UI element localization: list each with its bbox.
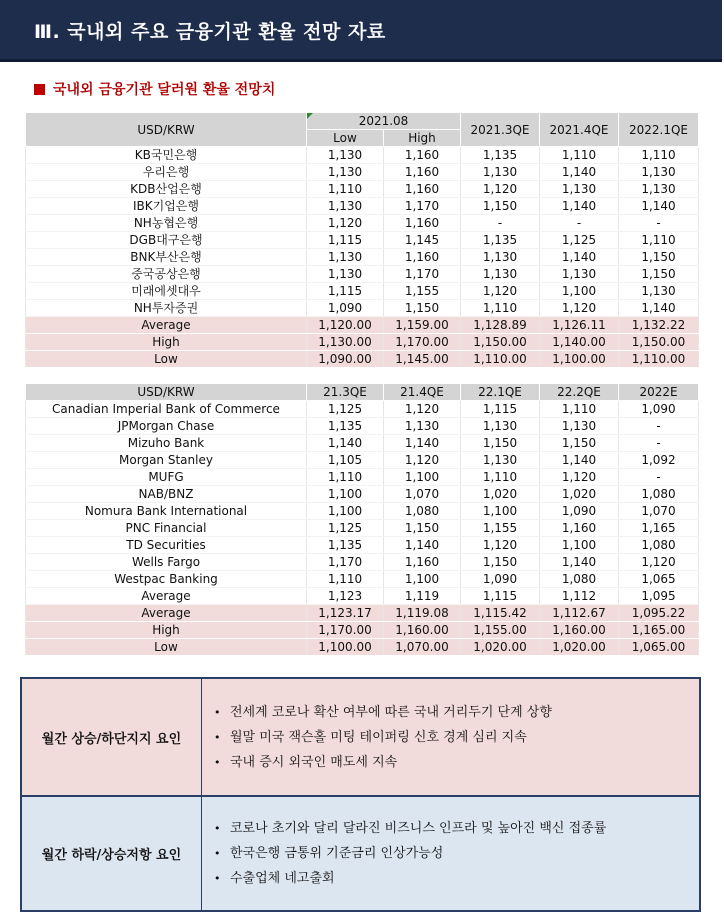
stat-row <box>26 317 699 334</box>
table-row <box>26 215 699 232</box>
table-cell: 1,160 <box>384 215 461 232</box>
table-cell: 1,140 <box>540 198 619 215</box>
table-cell: - <box>619 418 699 435</box>
table-row <box>26 181 699 198</box>
table-cell: 1,160.00 <box>540 622 619 639</box>
table-cell: 1,120 <box>384 452 461 469</box>
table-cell: 1,160 <box>384 249 461 266</box>
table-cell: 1,115 <box>307 232 384 249</box>
comment-marker-icon <box>307 113 313 119</box>
table-cell: 1,120 <box>540 300 619 317</box>
table-cell: 1,120 <box>540 469 619 486</box>
table-cell: 1,155 <box>384 283 461 300</box>
table-cell: 1,150 <box>540 435 619 452</box>
table-cell: 1,100 <box>540 283 619 300</box>
table-cell: 1,165 <box>619 520 699 537</box>
header-period <box>307 113 461 130</box>
row-label: JPMorgan Chase <box>26 418 307 435</box>
bullet-icon: • <box>214 847 221 860</box>
table-cell: 1,110 <box>619 147 699 164</box>
factor-item <box>214 700 699 725</box>
header-q1: 2022.1QE <box>619 113 699 147</box>
table-cell: 1,120 <box>461 181 540 198</box>
table-cell: - <box>461 215 540 232</box>
table-cell: 1,110 <box>307 469 384 486</box>
row-label: TD Securities <box>26 537 307 554</box>
table-cell: 1,160 <box>384 181 461 198</box>
table-cell: 1,155.00 <box>461 622 540 639</box>
factor-item <box>214 816 699 841</box>
column-header: 21.3QE <box>307 384 384 401</box>
table-row <box>26 164 699 181</box>
table-cell: 1,092 <box>619 452 699 469</box>
table-cell: 1,140 <box>307 435 384 452</box>
table-cell: 1,115.42 <box>461 605 540 622</box>
table-cell: 1,150.00 <box>461 334 540 351</box>
table-cell: 1,100.00 <box>307 639 384 656</box>
table-cell: 1,120 <box>619 554 699 571</box>
table-cell: 1,115 <box>461 588 540 605</box>
table-cell: 1,160 <box>384 147 461 164</box>
table-cell: 1,125 <box>307 401 384 418</box>
table-cell: 1,119.08 <box>384 605 461 622</box>
table-cell: 1,170.00 <box>307 622 384 639</box>
table-cell: 1,110 <box>540 401 619 418</box>
row-label: MUFG <box>26 469 307 486</box>
header-q4: 2021.4QE <box>540 113 619 147</box>
row-label: Mizuho Bank <box>26 435 307 452</box>
domestic-forecast-table <box>25 112 699 368</box>
stat-row <box>26 334 699 351</box>
table-cell: 1,130 <box>619 164 699 181</box>
table-row <box>26 503 699 520</box>
row-label: Average <box>26 317 307 334</box>
table-cell: 1,110 <box>461 469 540 486</box>
table-row <box>26 283 699 300</box>
table-cell: 1,110 <box>619 232 699 249</box>
table-cell: 1,170 <box>384 266 461 283</box>
table-row <box>26 198 699 215</box>
downside-factors-label: 월간 하락/상승저항 요인 <box>22 797 202 910</box>
upside-factors-row <box>22 679 699 797</box>
table-row <box>26 554 699 571</box>
table-cell: 1,120 <box>461 283 540 300</box>
upside-factors-label: 월간 상승/하단지지 요인 <box>22 679 202 795</box>
header-high: High <box>384 130 461 147</box>
row-label: PNC Financial <box>26 520 307 537</box>
table-cell: 1,130 <box>540 266 619 283</box>
table-cell: 1,095.22 <box>619 605 699 622</box>
table-cell: 1,140 <box>540 249 619 266</box>
table-cell: 1,160 <box>540 520 619 537</box>
factor-text: 국내 증시 외국인 매도세 지속 <box>230 754 398 770</box>
table-cell: 1,165.00 <box>619 622 699 639</box>
table-row <box>26 266 699 283</box>
table-cell: 1,128.89 <box>461 317 540 334</box>
table-cell: 1,140 <box>540 164 619 181</box>
row-label: KDB산업은행 <box>26 181 307 198</box>
foreign-table-header <box>26 384 699 401</box>
table-cell: 1,110 <box>461 300 540 317</box>
header-q3: 2021.3QE <box>461 113 540 147</box>
section-title <box>34 79 275 99</box>
table-cell: 1,110.00 <box>461 351 540 368</box>
header-period-label: 2021.08 <box>358 114 409 128</box>
column-header: 22.2QE <box>540 384 619 401</box>
table-cell: 1,110 <box>307 571 384 588</box>
table-cell: 1,110 <box>307 181 384 198</box>
table-cell: 1,140.00 <box>540 334 619 351</box>
table-cell: 1,070 <box>384 486 461 503</box>
row-label: IBK기업은행 <box>26 198 307 215</box>
row-label: Wells Fargo <box>26 554 307 571</box>
table-cell: 1,020.00 <box>461 639 540 656</box>
row-label: Westpac Banking <box>26 571 307 588</box>
table-cell: 1,145.00 <box>384 351 461 368</box>
table-row <box>26 452 699 469</box>
table-row <box>26 469 699 486</box>
table-cell: 1,125 <box>540 232 619 249</box>
table-row <box>26 418 699 435</box>
table-cell: - <box>619 435 699 452</box>
table-cell: 1,150 <box>461 554 540 571</box>
table-cell: 1,070.00 <box>384 639 461 656</box>
table-cell: 1,150 <box>619 249 699 266</box>
table-cell: 1,170.00 <box>384 334 461 351</box>
table-cell: 1,105 <box>307 452 384 469</box>
column-header: 2022E <box>619 384 699 401</box>
table-cell: 1,130.00 <box>307 334 384 351</box>
header-usdkrw: USD/KRW <box>26 113 307 147</box>
table-cell: 1,112 <box>540 588 619 605</box>
bullet-icon: • <box>214 755 221 769</box>
foreign-forecast-table <box>25 383 699 656</box>
table-cell: 1,112.67 <box>540 605 619 622</box>
table-cell: 1,132.22 <box>619 317 699 334</box>
row-label: Low <box>26 639 307 656</box>
table-cell: 1,135 <box>307 537 384 554</box>
row-label: 미래에셋대우 <box>26 283 307 300</box>
table-cell: 1,130 <box>307 198 384 215</box>
table-cell: 1,135 <box>307 418 384 435</box>
table-cell: - <box>540 215 619 232</box>
table-cell: 1,160 <box>384 164 461 181</box>
table-cell: 1,020 <box>461 486 540 503</box>
row-label: Canadian Imperial Bank of Commerce <box>26 401 307 418</box>
table-cell: 1,125 <box>307 520 384 537</box>
stat-row <box>26 351 699 368</box>
table-cell: 1,090.00 <box>307 351 384 368</box>
factor-text: 월말 미국 잭슨홀 미팅 테이퍼링 신호 경계 심리 지속 <box>230 729 527 745</box>
factor-item <box>214 725 699 750</box>
table-cell: 1,130 <box>461 164 540 181</box>
factor-box <box>20 677 701 912</box>
table-cell: 1,020 <box>540 486 619 503</box>
table-cell: 1,155 <box>461 520 540 537</box>
table-cell: 1,065 <box>619 571 699 588</box>
table-cell: 1,090 <box>307 300 384 317</box>
row-label: High <box>26 334 307 351</box>
table-cell: 1,160.00 <box>384 622 461 639</box>
row-label: 우리은행 <box>26 164 307 181</box>
table-cell: 1,150 <box>461 198 540 215</box>
table-cell: 1,100 <box>307 486 384 503</box>
table-cell: 1,123 <box>307 588 384 605</box>
table-cell: 1,100 <box>461 503 540 520</box>
row-label: DGB대구은행 <box>26 232 307 249</box>
table-cell: 1,140 <box>540 554 619 571</box>
table-cell: 1,135 <box>461 147 540 164</box>
factor-item <box>214 750 699 775</box>
table-cell: 1,130 <box>540 181 619 198</box>
table-cell: 1,150 <box>384 520 461 537</box>
table-cell: 1,130 <box>461 452 540 469</box>
table-cell: 1,020.00 <box>540 639 619 656</box>
table-cell: 1,080 <box>540 571 619 588</box>
table-cell: 1,140 <box>384 435 461 452</box>
factor-text: 한국은행 금통위 기준금리 인상가능성 <box>230 846 444 861</box>
table-cell: 1,100 <box>384 469 461 486</box>
table-cell: 1,119 <box>384 588 461 605</box>
row-label: NAB/BNZ <box>26 486 307 503</box>
table-cell: 1,120 <box>461 537 540 554</box>
page-header <box>0 0 722 62</box>
table-cell: 1,130 <box>461 249 540 266</box>
table-cell: 1,110.00 <box>619 351 699 368</box>
domestic-table-body <box>26 147 699 368</box>
table-cell: 1,130 <box>307 147 384 164</box>
table-cell: 1,090 <box>619 401 699 418</box>
table-cell: 1,160 <box>384 554 461 571</box>
table-cell: - <box>619 215 699 232</box>
factor-text: 수출업체 네고출회 <box>230 871 335 886</box>
table-cell: 1,150 <box>461 435 540 452</box>
table-cell: 1,115 <box>307 283 384 300</box>
row-label: NH농협은행 <box>26 215 307 232</box>
downside-factors-row <box>22 797 699 910</box>
table-row <box>26 435 699 452</box>
table-cell: 1,115 <box>461 401 540 418</box>
stat-row <box>26 605 699 622</box>
table-cell: 1,140 <box>619 198 699 215</box>
table-cell: 1,140 <box>384 537 461 554</box>
page-title: Ⅲ. 국내외 주요 금융기관 환율 전망 자료 <box>34 21 386 43</box>
table-row <box>26 537 699 554</box>
red-square-icon <box>34 84 45 95</box>
table-cell: 1,145 <box>384 232 461 249</box>
table-row <box>26 571 699 588</box>
row-label: BNK부산은행 <box>26 249 307 266</box>
table-cell: 1,150 <box>619 266 699 283</box>
table-cell: 1,130 <box>540 418 619 435</box>
table-cell: 1,140 <box>540 452 619 469</box>
table-row <box>26 486 699 503</box>
table-cell: 1,080 <box>619 486 699 503</box>
column-header: 22.1QE <box>461 384 540 401</box>
factor-text: 코로나 초기와 달리 달라진 비즈니스 인프라 및 높아진 백신 접종률 <box>230 821 607 836</box>
table-cell: 1,130 <box>619 283 699 300</box>
upside-factors-list <box>202 679 699 795</box>
header-low: Low <box>307 130 384 147</box>
row-label: Morgan Stanley <box>26 452 307 469</box>
table-cell: 1,150 <box>384 300 461 317</box>
table-cell: 1,100 <box>384 571 461 588</box>
table-cell: 1,130 <box>619 181 699 198</box>
table-cell: 1,110 <box>540 147 619 164</box>
row-label: 중국공상은행 <box>26 266 307 283</box>
factor-item <box>214 841 699 866</box>
section-title-text: 국내외 금융기관 달러원 환율 전망치 <box>53 82 276 98</box>
table-cell: 1,130 <box>307 266 384 283</box>
table-cell: 1,095 <box>619 588 699 605</box>
table-row <box>26 249 699 266</box>
foreign-table-body <box>26 401 699 656</box>
table-cell: 1,123.17 <box>307 605 384 622</box>
stat-row <box>26 622 699 639</box>
table-cell: 1,100.00 <box>540 351 619 368</box>
table-row <box>26 401 699 418</box>
row-label: NH투자증권 <box>26 300 307 317</box>
table-cell: 1,126.11 <box>540 317 619 334</box>
table-cell: 1,130 <box>307 164 384 181</box>
table-cell: 1,130 <box>307 249 384 266</box>
table-cell: 1,120 <box>384 401 461 418</box>
column-header: USD/KRW <box>26 384 307 401</box>
row-label: Average <box>26 588 307 605</box>
factor-text: 전세계 코로나 확산 여부에 따른 국내 거리두기 단계 상향 <box>230 704 552 720</box>
table-row <box>26 588 699 605</box>
table-row <box>26 147 699 164</box>
table-cell: 1,170 <box>307 554 384 571</box>
bullet-icon: • <box>214 730 221 744</box>
table-cell: 1,065.00 <box>619 639 699 656</box>
table-cell: 1,080 <box>619 537 699 554</box>
table-cell: 1,090 <box>461 571 540 588</box>
table-cell: 1,130 <box>461 266 540 283</box>
table-cell: 1,070 <box>619 503 699 520</box>
table-cell: 1,150.00 <box>619 334 699 351</box>
table-row <box>26 300 699 317</box>
row-label: Low <box>26 351 307 368</box>
factor-item <box>214 866 699 891</box>
row-label: High <box>26 622 307 639</box>
row-label: Nomura Bank International <box>26 503 307 520</box>
table-cell: 1,140 <box>619 300 699 317</box>
table-cell: 1,100 <box>540 537 619 554</box>
stat-row <box>26 639 699 656</box>
table-cell: 1,130 <box>461 418 540 435</box>
table-cell: 1,130 <box>384 418 461 435</box>
row-label: Average <box>26 605 307 622</box>
table-cell: - <box>619 469 699 486</box>
table-cell: 1,100 <box>307 503 384 520</box>
bullet-icon: • <box>214 705 221 719</box>
table-cell: 1,090 <box>540 503 619 520</box>
table-cell: 1,170 <box>384 198 461 215</box>
table-row <box>26 232 699 249</box>
table-cell: 1,120.00 <box>307 317 384 334</box>
row-label: KB국민은행 <box>26 147 307 164</box>
bullet-icon: • <box>214 872 221 885</box>
bullet-icon: • <box>214 822 221 835</box>
table-cell: 1,080 <box>384 503 461 520</box>
table-cell: 1,135 <box>461 232 540 249</box>
table-cell: 1,159.00 <box>384 317 461 334</box>
downside-factors-list <box>202 797 699 910</box>
table-cell: 1,120 <box>307 215 384 232</box>
column-header: 21.4QE <box>384 384 461 401</box>
table-row <box>26 520 699 537</box>
